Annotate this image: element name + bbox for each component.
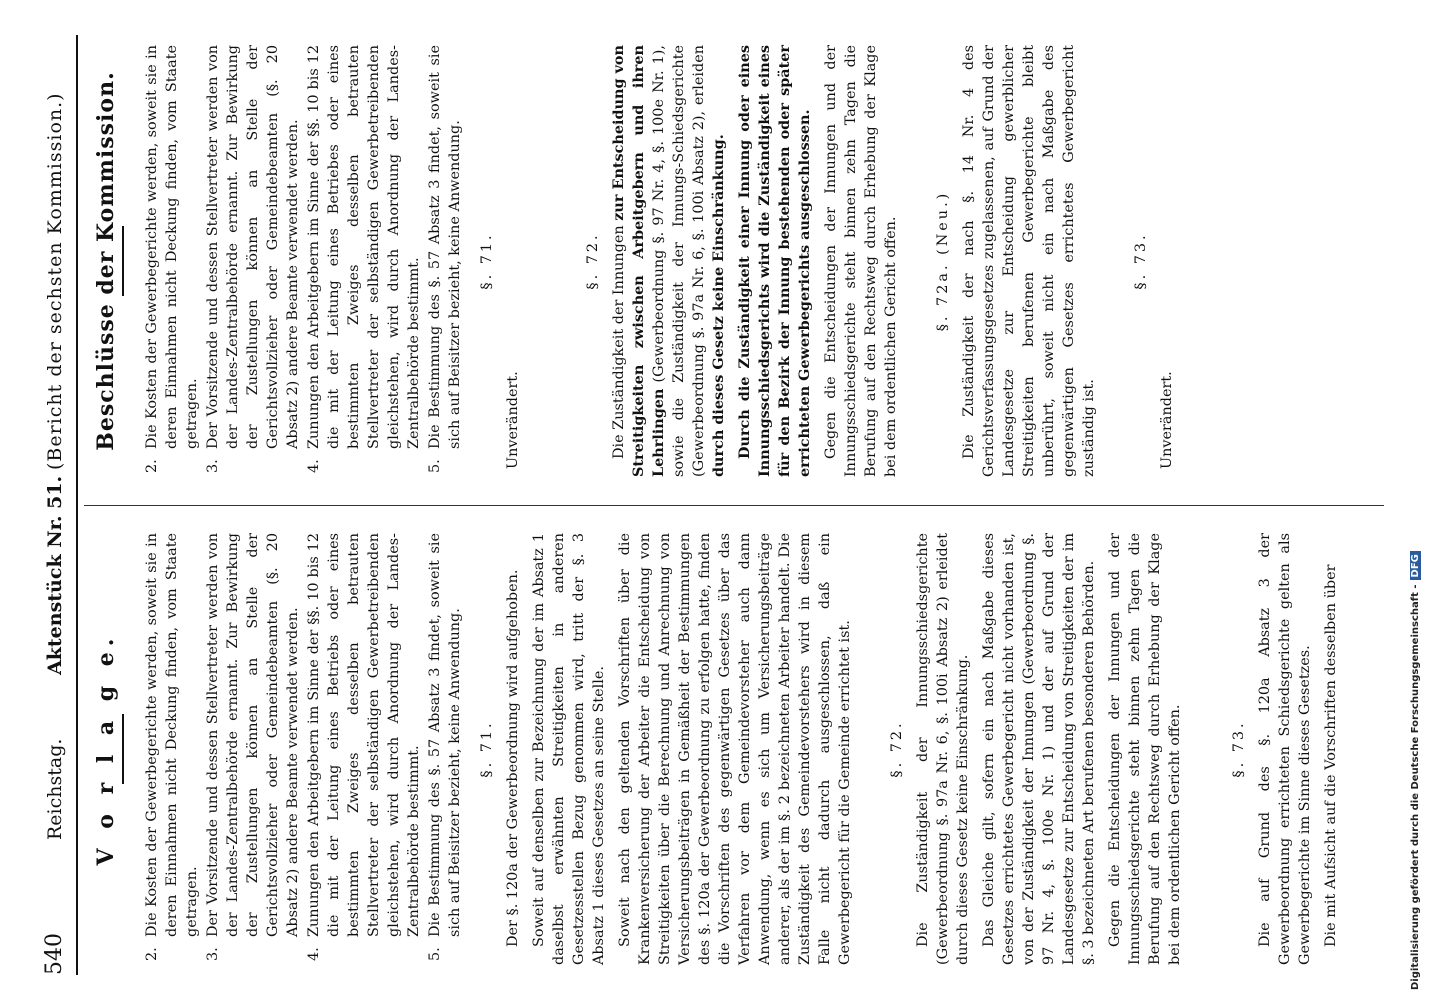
paragraph: Soweit nach den geltenden Vorschriften über die Krankenversicherung der Arbeiter die Entscheidung von Streitigkeiten über die Berechnung und Anrechnung von Versicherungsbeiträgen in Gemäßheit der Bestimmungen des §. 120a der Gewerbeordnung zu erfolgen hatte, finden die Vorschriften des gegenwärtigen Gesetzes über das Verfahren vor dem Gemeindevorsteher auch dann Anwendung, wenn es sich um Versicherungsbeiträge anderer, als der im §. 2 bezeichneten Arbeiter handelt. Die Zuständigkeit des Gemeindevorstehers wird in diesem Falle nicht dadurch ausgeschlossen, daß ein Gewerbegericht für die Gemeinde errichtet ist.: [617, 533, 853, 965]
unchanged-note: Unverändert.: [1159, 371, 1175, 469]
list-item: 4. Zunungen den Arbeitgebern im Sinne der §§. 10 bis 12 die mit der Leitung eines Betriebs oder eines bestimmten Zweiges desselben betrauten Stellvertreter der selbständigen Gewerbetreibenden gleichstehen, wird durch Anordnung der Landes-Zentralbehörde bestimmt.: [306, 533, 422, 961]
section-heading: §. 71.: [479, 720, 495, 778]
list-item: 4. Zunungen den Arbeitgebern im Sinne der §§. 10 bis 12 die mit der Leitung eines Betriebes oder eines bestimmten Zweiges desselben betrauten Stellvertreter der selbständigen Gewerbetreibenden gleichstehen, wird durch Anordnung der Landes-Zentralbehörde bestimmt.: [306, 45, 422, 473]
paragraph: Soweit auf denselben zur Bezeichnung der im Absatz 1 daselbst erwähnten Streitigkeiten in anderen Gesetzesstellen Bezug genommen wird, tritt der §. 3 Absatz 1 dieses Gesetzes an seine Stelle.: [531, 533, 607, 965]
list-item: 3. Der Vorsitzende und dessen Stellvertreter werden von der Landes-Zentralbehörde ernannt. Zur Bewirkung der Zustellungen können an Stelle der Gerichtsvollzieher oder Gemeindebeamten (§. 20 Absatz 2) andere Beamte verwendet werden.: [205, 45, 301, 473]
section-heading: §. 72.: [889, 720, 905, 778]
paragraph: Die mit Aufsicht auf die Vorschriften desselben über: [1323, 564, 1339, 947]
dfg-logo: DFG: [1410, 551, 1421, 580]
header-rule: [76, 35, 78, 975]
paragraph: Die Zuständigkeit der nach §. 14 Nr. 4 des Gerichtsverfassungsgesetzes zugelassenen, auf Grund der Landesgesetze zur Entscheidung gewerblicher Streitigkeiten berufenen Gewerbegerichte bleibt unberührt, soweit nicht ein nach Maßgabe des gegenwärtigen Gesetzes errichtetes Gewerbegericht zuständig ist.: [961, 45, 1097, 477]
running-head: [40, 35, 80, 975]
paragraph: Durch die Zuständigkeit einer Innung oder eines Innungsschiedsgerichts wird die Zuständigkeit eines für den Bezirk der Innung bestehenden oder später errichteten Gewerbegerichts ausgeschlossen.: [736, 45, 813, 477]
stamp-text: Digitalisierung gefördert durch die Deutsche Forschungsgemeinschaft -: [1410, 584, 1421, 990]
list-item: 5. Die Bestimmung des §. 57 Absatz 3 findet, soweit sie sich auf Beisitzer bezieht, keine Anwendung.: [427, 533, 463, 961]
paragraph: Gegen die Entscheidungen der Innungen und der Innungsschiedsgerichte steht binnen zehn Tagen die Berufung auf den Rechtsweg durch Erhebung der Klage bei dem ordentlichen Gericht offen.: [823, 45, 899, 477]
page-number: 540: [42, 933, 67, 975]
column-vorlage: [90, 533, 1347, 965]
running-title: Reichstag.: [44, 738, 66, 840]
column-divider: [84, 505, 1384, 506]
paragraph: Gegen die Entscheidungen der Innungen und der Innungsschiedsgerichte steht binnen zehn Tagen die Berufung auf den Rechtsweg durch Erhebung der Klage bei dem ordentlichen Gericht offen.: [1107, 533, 1183, 965]
section-heading: §. 72a. (Neu.): [935, 190, 951, 332]
column-beschluesse: [90, 45, 1185, 477]
section-heading: §. 73.: [1231, 720, 1247, 778]
section-heading: §. 71.: [479, 232, 495, 290]
list-item: 5. Die Bestimmung des §. 57 Absatz 3 findet, soweit sie sich auf Beisitzer bezieht, keine Anwendung.: [427, 45, 463, 473]
unchanged-note: Unverändert.: [505, 371, 521, 469]
list-item: 2. Die Kosten der Gewerbegerichte werden, soweit sie in deren Einnahmen nicht Deckung finden, vom Staate getragen.: [144, 533, 200, 961]
document-description: (Bericht der sechsten Kommission.): [44, 92, 66, 470]
paragraph: Der §. 120a der Gewerbeordnung wird aufgehoben.: [505, 569, 521, 947]
paragraph: Die Zuständigkeit der Innungsschiedsgerichte (Gewerbeordnung §. 97a Nr. 6, §. 100i Absatz 2) erleidet durch dieses Gesetz keine Einschränkung.: [915, 533, 971, 965]
section-heading: §. 72.: [585, 232, 601, 290]
document-page: [40, 35, 1410, 975]
list-item: 2. Die Kosten der Gewerbegerichte werden, soweit sie in deren Einnahmen nicht Deckung finden, vom Staate getragen.: [144, 45, 200, 473]
column-title: V o r l a g e.: [93, 632, 119, 866]
title-rule: [122, 226, 124, 296]
paragraph: Das Gleiche gilt, sofern ein nach Maßgabe dieses Gesetzes errichtetes Gewerbegericht nicht vorhanden ist, von der Zuständigkeit der Innungen (Gewerbeordnung §. 97 Nr. 4, §. 100e Nr. 1) und der auf Grund der Landesgesetze zur Entscheidung von Streitigkeiten der im §. 3 bezeichneten Art berufenen besonderen Behörden.: [981, 533, 1097, 965]
paragraph: Die Zuständigkeit der Innungen zur Entscheidung von Streitigkeiten zwischen Arbeitgebern und ihren Lehrlingen (Gewerbeordnung §. 97 Nr. 4, §. 100e Nr. 1), sowie die Zuständigkeit der Innungs-Schiedsgerichte (Gewerbeordnung §. 97a Nr. 6, §. 100i Absatz 2), erleiden durch dieses Gesetz keine Einschränkung.: [610, 45, 727, 477]
list-item: 3. Der Vorsitzende und dessen Stellvertreter werden von der Landes-Zentralbehörde ernannt. Zur Bewirkung der Zustellungen können an Stelle der Gerichtsvollzieher oder Gemeindebeamten (§. 20 Absatz 2) andere Beamte verwendet werden.: [205, 533, 301, 961]
paragraph: Die auf Grund des §. 120a Absatz 3 der Gewerbeordnung errichteten Schiedsgerichte gelten als Gewerbegerichte im Sinne dieses Gesetzes.: [1257, 533, 1313, 965]
document-number: Aktenstück Nr. 51.: [44, 475, 66, 675]
digitization-stamp: [1396, 0, 1432, 1000]
title-rule: [122, 714, 124, 784]
section-heading: §. 73.: [1133, 232, 1149, 290]
column-title: Beschlüsse der Kommission.: [93, 71, 119, 451]
